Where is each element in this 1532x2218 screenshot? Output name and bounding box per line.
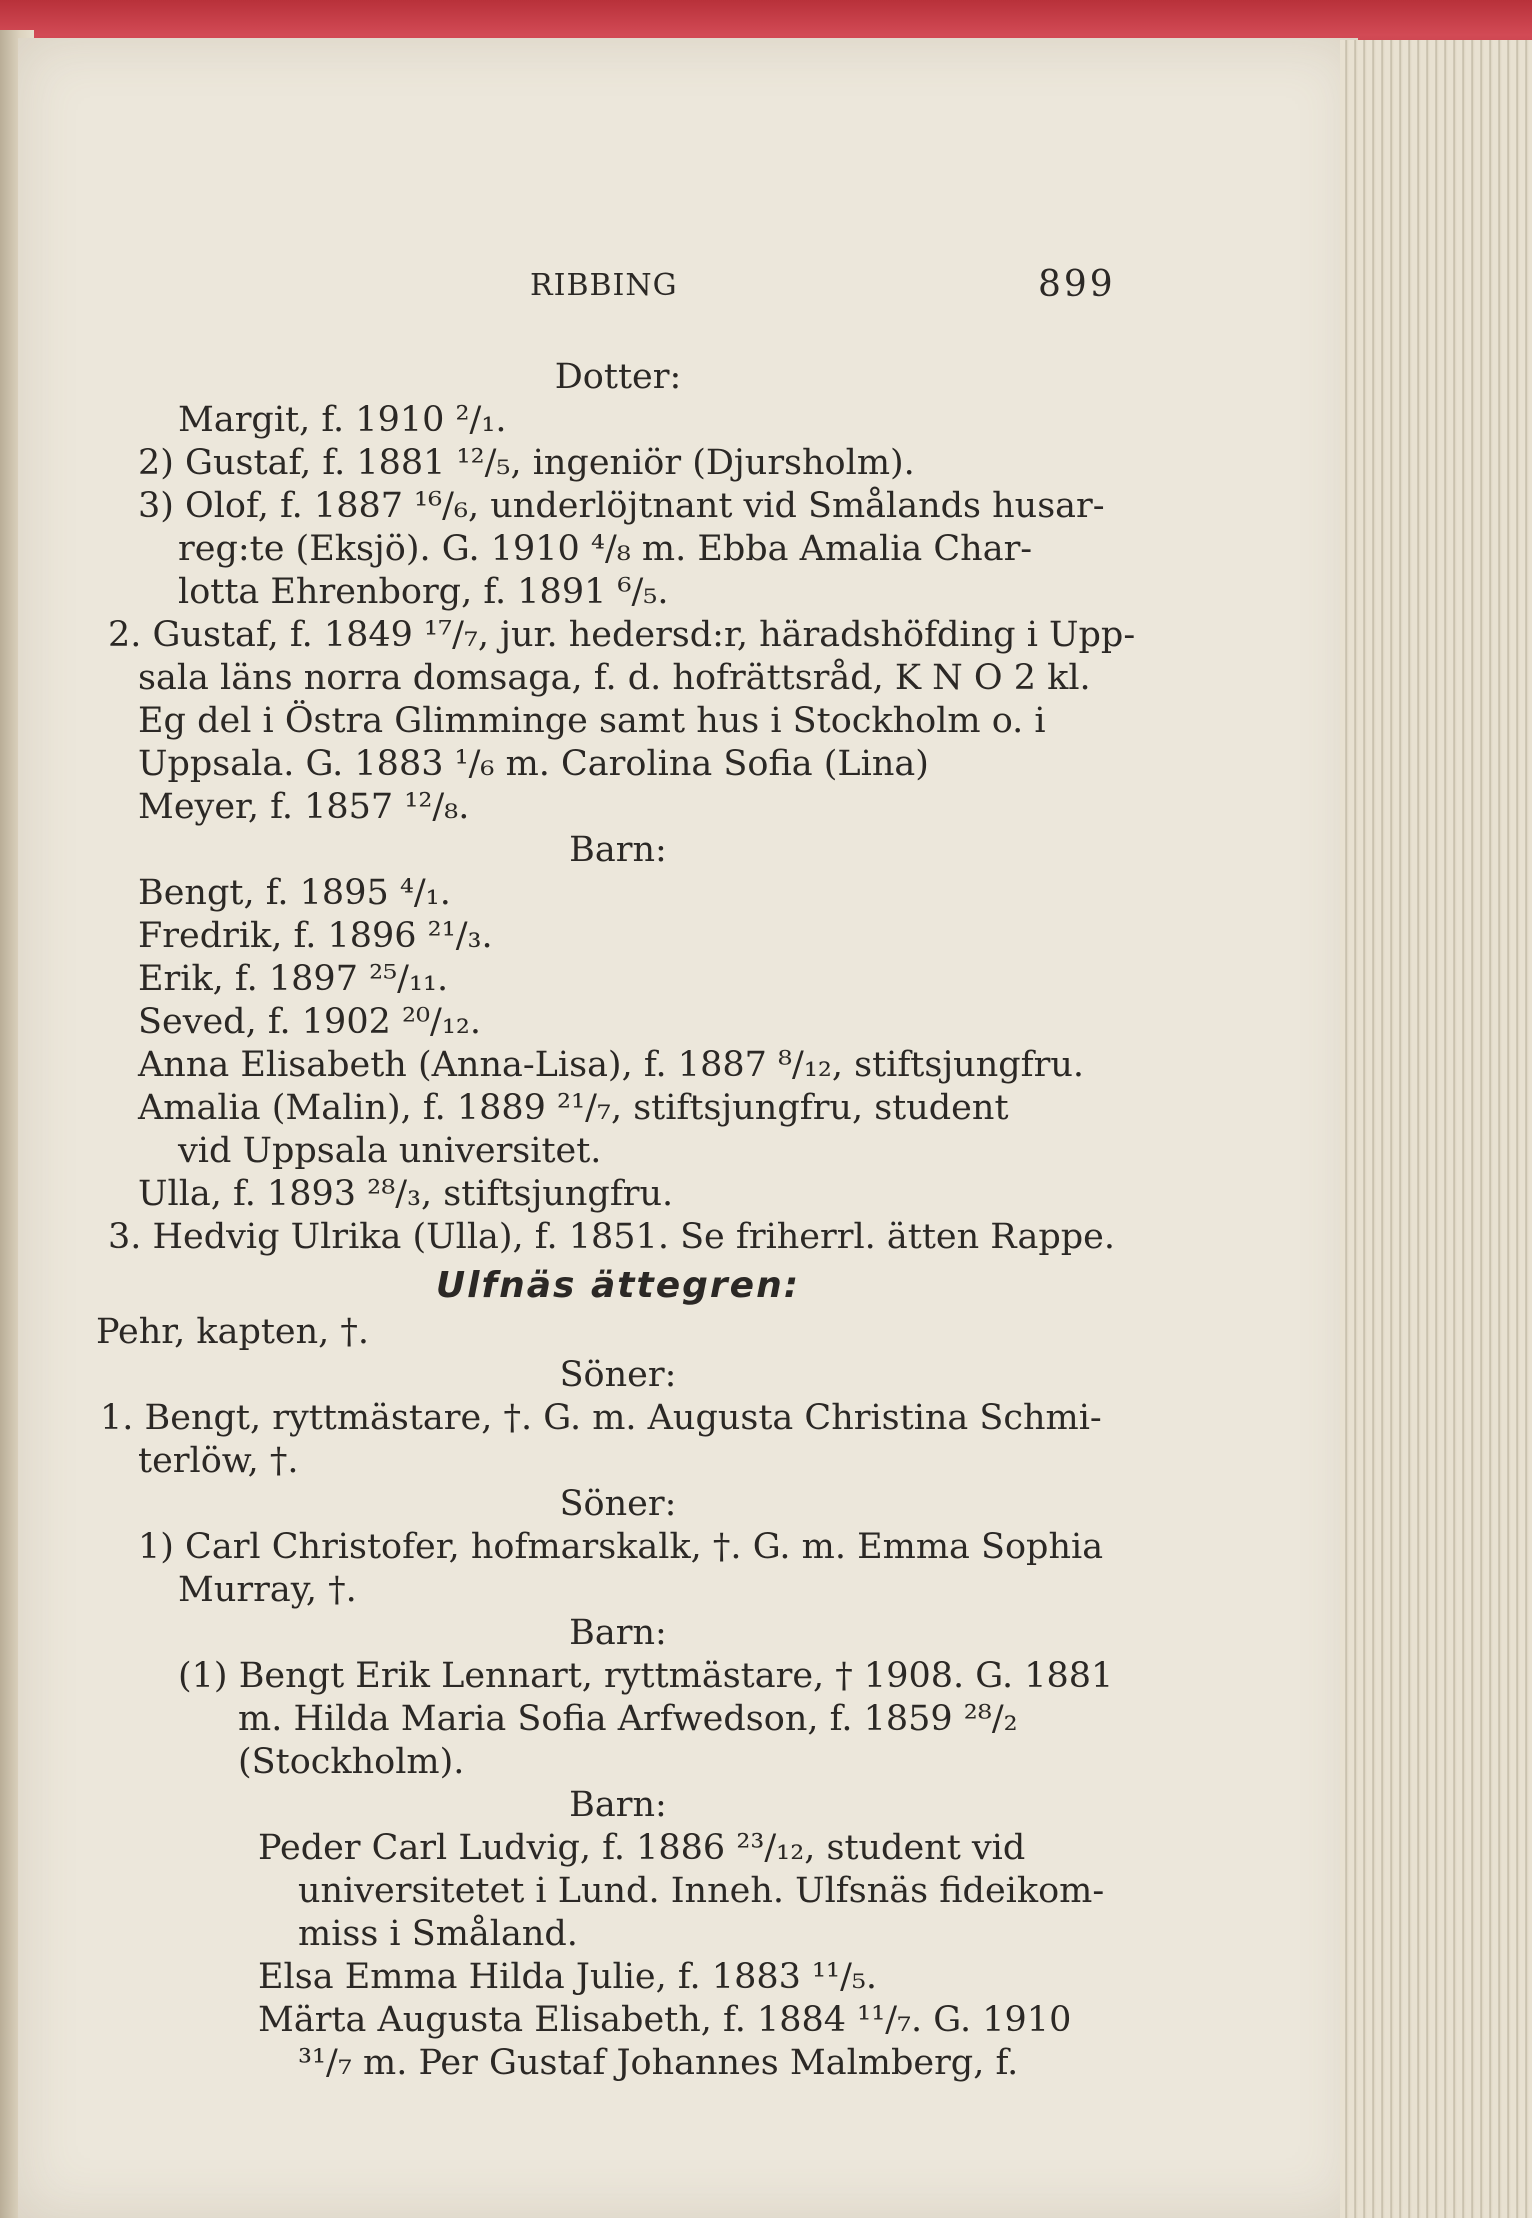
subheading-soner: Söner: — [559, 1355, 677, 1395]
subheading-barn: Barn: — [569, 1613, 667, 1653]
subheading-soner: Söner: — [559, 1484, 677, 1524]
text-line: Pehr, kapten, †. — [96, 1312, 370, 1352]
genealogy-text — [98, 356, 1138, 2085]
text-line: Märta Augusta Elisabeth, f. 1884 ¹¹/₇. G. 1910 — [258, 2000, 1072, 2040]
text-line: Eg del i Östra Glimminge samt hus i Stockholm o. i — [138, 701, 1046, 741]
text-line: 1) Carl Christofer, hofmarskalk, †. G. m. Emma Sophia — [138, 1527, 1104, 1567]
text-line: 2. Gustaf, f. 1849 ¹⁷/₇, jur. hedersd:r, häradshöfding i Upp- — [108, 615, 1136, 655]
text-line: Fredrik, f. 1896 ²¹/₃. — [138, 916, 493, 956]
text-line: (Stockholm). — [238, 1742, 465, 1782]
text-line: 1. Bengt, ryttmästare, †. G. m. Augusta Christina Schmi- — [100, 1398, 1102, 1438]
page-header — [18, 264, 1358, 318]
text-line: sala läns norra domsaga, f. d. hofrättsråd, K N O 2 kl. — [138, 658, 1091, 698]
text-line: 3. Hedvig Ulrika (Ulla), f. 1851. Se friherrl. ätten Rappe. — [108, 1217, 1115, 1257]
running-title: RIBBING — [530, 268, 678, 303]
text-line: Meyer, f. 1857 ¹²/₈. — [138, 787, 470, 827]
subheading-dotter: Dotter: — [554, 357, 682, 397]
text-line: lotta Ehrenborg, f. 1891 ⁶/₅. — [178, 572, 669, 612]
book-page — [18, 38, 1358, 2218]
text-line: Margit, f. 1910 ²/₁. — [178, 400, 507, 440]
text-line: Erik, f. 1897 ²⁵/₁₁. — [138, 959, 449, 999]
text-line: 3) Olof, f. 1887 ¹⁶/₆, underlöjtnant vid Smålands husar- — [138, 486, 1105, 526]
text-line: 2) Gustaf, f. 1881 ¹²/₅, ingeniör (Djursholm). — [138, 443, 915, 483]
page-number: 899 — [1038, 264, 1116, 305]
text-line: Seved, f. 1902 ²⁰/₁₂. — [138, 1002, 482, 1042]
subheading-barn: Barn: — [569, 830, 667, 870]
text-line: miss i Småland. — [298, 1914, 578, 1954]
text-line: Bengt, f. 1895 ⁴/₁. — [138, 873, 451, 913]
text-line: Elsa Emma Hilda Julie, f. 1883 ¹¹/₅. — [258, 1957, 878, 1997]
text-line: Uppsala. G. 1883 ¹/₆ m. Carolina Sofia (Lina) — [138, 744, 929, 784]
page-stack-edge — [1340, 40, 1532, 2218]
text-line: Peder Carl Ludvig, f. 1886 ²³/₁₂, student vid — [258, 1828, 1026, 1868]
text-line: Anna Elisabeth (Anna-Lisa), f. 1887 ⁸/₁₂, stiftsjungfru. — [138, 1045, 1085, 1085]
text-line: ³¹/₇ m. Per Gustaf Johannes Malmberg, f. — [298, 2043, 1019, 2083]
text-line: vid Uppsala universitet. — [178, 1131, 602, 1171]
text-line: Amalia (Malin), f. 1889 ²¹/₇, stiftsjungfru, student — [138, 1088, 1009, 1128]
text-line: universitetet i Lund. Inneh. Ulfsnäs fideikom- — [298, 1871, 1105, 1911]
text-line: terlöw, †. — [138, 1441, 299, 1481]
text-line: Ulla, f. 1893 ²⁸/₃, stiftsjungfru. — [138, 1174, 674, 1214]
subheading-barn: Barn: — [569, 1785, 667, 1825]
text-line: (1) Bengt Erik Lennart, ryttmästare, † 1908. G. 1881 — [178, 1656, 1114, 1696]
text-line: reg:te (Eksjö). G. 1910 ⁴/₈ m. Ebba Amalia Char- — [178, 529, 1033, 569]
text-line: Murray, †. — [178, 1570, 357, 1610]
text-line: m. Hilda Maria Sofia Arfwedson, f. 1859 ²⁸/₂ — [238, 1699, 1018, 1739]
section-heading-ulfnas: Ulfnäs ättegren: — [435, 1265, 801, 1306]
